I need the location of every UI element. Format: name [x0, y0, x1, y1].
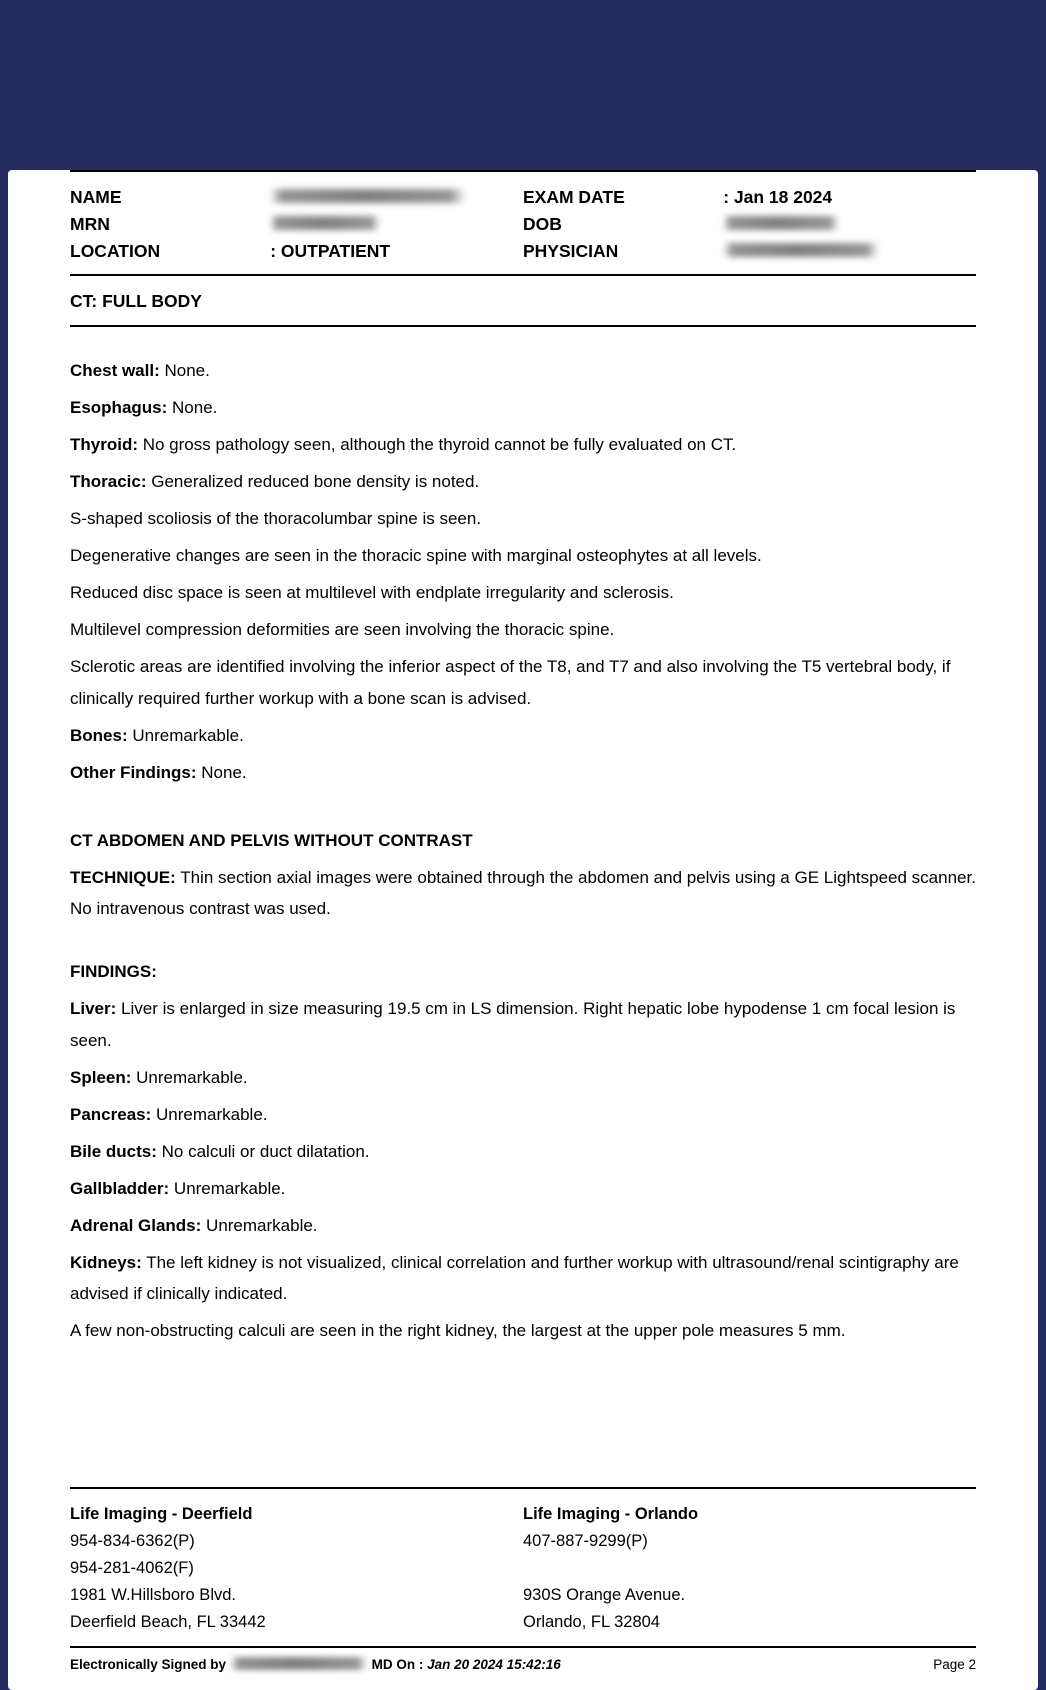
redaction-bar-mrn — [270, 216, 380, 230]
redaction-bar-signer-name — [230, 1657, 368, 1670]
redaction-bar-patient-name — [270, 189, 466, 203]
study-title: CT: FULL BODY — [70, 291, 202, 311]
page-number: Page 2 — [933, 1657, 976, 1672]
header-row-location — [70, 238, 976, 274]
finding-line — [70, 466, 976, 498]
name-value-redacted — [270, 172, 523, 211]
site-phone: 407-887-9299(P) — [523, 1532, 648, 1550]
finding-line — [70, 1099, 976, 1131]
physician-value-redacted — [723, 238, 976, 274]
report-body — [70, 327, 976, 1347]
finding-label: Adrenal Glands: — [70, 1215, 202, 1235]
site-blank-line — [523, 1555, 976, 1582]
finding-label: Gallbladder: — [70, 1178, 170, 1198]
finding-line — [70, 1210, 976, 1242]
footer-site-orlando — [523, 1501, 976, 1636]
site-fax: 954-281-4062(F) — [70, 1559, 194, 1577]
finding-line — [70, 1173, 976, 1205]
finding-text: S-shaped scoliosis of the thoracolumbar spine is seen. — [70, 509, 482, 528]
footer-site-deerfield — [70, 1501, 523, 1636]
footer-locations — [70, 1489, 976, 1646]
finding-text: None. — [196, 762, 247, 782]
finding-text: Unremarkable. — [127, 725, 244, 745]
finding-label: Thoracic: — [70, 472, 147, 491]
finding-text: Unremarkable. — [151, 1104, 268, 1124]
finding-line — [70, 1136, 976, 1168]
finding-label: Chest wall: — [70, 361, 160, 380]
finding-label: Other Findings: — [70, 762, 197, 782]
finding-text: Degenerative changes are seen in the thoracic spine with marginal osteophytes at all levels. — [70, 546, 762, 565]
finding-label: Thyroid: — [70, 435, 138, 454]
dob-value-redacted — [723, 211, 976, 238]
name-label: NAME — [70, 187, 122, 207]
physician-label: PHYSICIAN — [522, 241, 619, 261]
finding-text: The left kidney is not visualized, clinical correlation and further workup with ultrasound/renal scintigraphy are advised if clinically indicated. — [70, 1252, 959, 1303]
section-spacer — [70, 794, 976, 825]
site-name: Life Imaging - Deerfield — [70, 1505, 253, 1523]
finding-line — [70, 993, 976, 1056]
signature-datetime: Jan 20 2024 15:42:16 — [427, 1657, 561, 1672]
finding-line — [70, 577, 976, 609]
technique-text: Thin section axial images were obtained through the abdomen and pelvis using a GE Lightspeed scanner. No intravenous contrast was used. — [70, 867, 976, 918]
finding-line — [70, 1315, 976, 1347]
finding-line — [70, 651, 976, 714]
signature-row — [70, 1648, 976, 1672]
header-row-mrn — [70, 211, 976, 238]
signature-md-on: MD On : — [371, 1657, 424, 1672]
finding-text: Reduced disc space is seen at multilevel with endplate irregularity and sclerosis. — [70, 583, 674, 602]
report-sheet — [8, 170, 1038, 1690]
exam-date-label: EXAM DATE — [522, 187, 625, 207]
finding-text: No calculi or duct dilatation. — [156, 1141, 370, 1161]
finding-text: Unremarkable. — [169, 1178, 286, 1198]
redaction-bar-dob — [723, 216, 839, 230]
finding-label: Esophagus: — [70, 398, 168, 417]
site-street: 930S Orange Avenue. — [523, 1586, 686, 1604]
findings-spacer — [70, 930, 976, 956]
finding-text: Unremarkable. — [131, 1067, 248, 1087]
dob-label: DOB — [522, 214, 562, 234]
finding-line — [70, 429, 976, 461]
finding-text: None. — [159, 361, 210, 380]
location-label: LOCATION — [70, 241, 161, 261]
finding-label: Spleen: — [70, 1067, 132, 1087]
finding-text: Unremarkable. — [201, 1215, 318, 1235]
finding-line — [70, 503, 976, 535]
signature-prefix: Electronically Signed by — [70, 1657, 227, 1672]
finding-line — [70, 720, 976, 752]
exam-date-value: : Jan 18 2024 — [723, 187, 833, 207]
finding-text: Generalized reduced bone density is noted. — [146, 472, 480, 491]
finding-text: No gross pathology seen, although the thyroid cannot be fully evaluated on CT. — [138, 435, 737, 454]
finding-text: Liver is enlarged in size measuring 19.5 cm in LS dimension. Right hepatic lobe hypodense 1 cm focal lesion is seen. — [70, 999, 956, 1050]
redaction-bar-physician — [723, 243, 879, 257]
finding-line — [70, 1247, 976, 1310]
finding-label: Bile ducts: — [70, 1141, 157, 1161]
finding-text: None. — [167, 398, 218, 417]
finding-text: Sclerotic areas are identified involving the inferior aspect of the T8, and T7 and also involving the T5 vertebral body, if clinically required further workup with a bone scan is advised. — [70, 657, 951, 708]
abdomen-section-heading: CT ABDOMEN AND PELVIS WITHOUT CONTRAST — [70, 830, 473, 850]
finding-text: Multilevel compression deformities are seen involving the thoracic spine. — [70, 620, 615, 639]
finding-label: Liver: — [70, 999, 117, 1018]
finding-line — [70, 614, 976, 646]
finding-line — [70, 1062, 976, 1094]
technique-label: TECHNIQUE: — [70, 867, 176, 887]
findings-heading: FINDINGS: — [70, 962, 157, 981]
site-street: 1981 W.Hillsboro Blvd. — [70, 1586, 236, 1604]
finding-line — [70, 355, 976, 387]
site-phone: 954-834-6362(P) — [70, 1532, 195, 1550]
mrn-label: MRN — [70, 214, 110, 234]
finding-line — [70, 392, 976, 424]
mrn-value-redacted — [270, 211, 523, 238]
finding-label: Pancreas: — [70, 1104, 152, 1124]
technique-paragraph — [70, 862, 976, 925]
finding-label: Kidneys: — [70, 1252, 142, 1272]
page-footer — [70, 1487, 976, 1672]
location-value: : OUTPATIENT — [270, 241, 391, 261]
site-city-state-zip: Deerfield Beach, FL 33442 — [70, 1613, 266, 1631]
finding-line — [70, 757, 976, 789]
finding-text: A few non-obstructing calculi are seen in the right kidney, the largest at the upper pole measures 5 mm. — [70, 1321, 846, 1340]
site-city-state-zip: Orlando, FL 32804 — [523, 1613, 660, 1631]
header-row-name — [70, 172, 976, 211]
patient-header-table — [70, 172, 976, 274]
site-name: Life Imaging - Orlando — [523, 1505, 699, 1523]
signature-statement — [70, 1657, 561, 1672]
finding-label: Bones: — [70, 725, 128, 745]
finding-line — [70, 540, 976, 572]
